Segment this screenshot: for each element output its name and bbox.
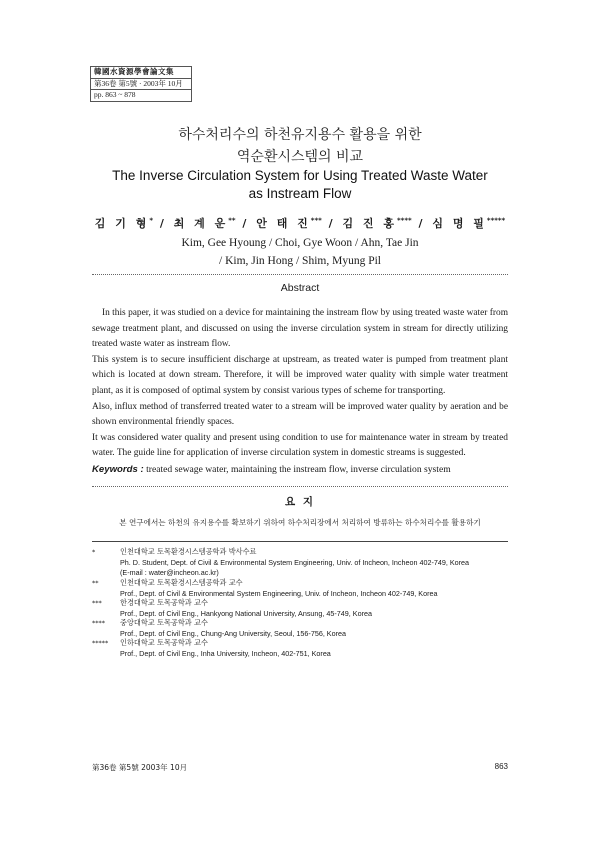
keywords	[92, 464, 508, 475]
abstract-paragraph: In this paper, it was studied on a device for maintaining the instream flow by using treated waste water from sewage treatment plant, and discussed on using the inverse circulation system in stream for directly utilizing treated waste water as instream flow.	[92, 308, 508, 350]
author-4: 김 진 홍****	[342, 216, 412, 230]
footnote-divider	[92, 541, 508, 542]
footnote-4: **** 중앙대학교 토목공학과 교수 Prof., Dept. of Civil Eng., Chung-Ang University, Seoul, 156-756, Korea	[92, 618, 346, 638]
abstract-paragraph: Also, influx method of transferred treated water to a stream will be improved water quality by aeration and be shown environmental friendly spaces.	[92, 401, 508, 428]
abstract-paragraph: It was considered water quality and present using condition to use for maintenance water in stream by treated water. The guide line for application of inverse circulation system in domestic streams is suggested.	[92, 432, 508, 459]
author-3: 안 태 진***	[256, 216, 322, 230]
footnote-1: * 인천대학교 토목환경시스템공학과 박사수료 Ph. D. Student, Dept. of Civil & Environmental System Engineering, Univ. of Incheon, Incheon 402-749, Korea (E-mail : water@incheon.ac.kr)	[92, 547, 470, 577]
footnote-3: *** 한경대학교 토목공학과 교수 Prof., Dept. of Civil Eng., Hankyong National University, Ansung, 45-749, Korea	[92, 598, 372, 618]
footnote-5: ***** 인하대학교 토목공학과 교수 Prof., Dept. of Civil Eng., Inha University, Incheon, 402-751, Korea	[92, 638, 331, 658]
author-2: 최 계 운**	[173, 216, 236, 230]
page-number: 863	[494, 762, 508, 771]
summary-heading: 요 지	[285, 496, 315, 508]
footnote-2: ** 인천대학교 토목환경시스템공학과 교수 Prof., Dept. of Civil & Environmental System Engineering, Univ. of Incheon, Incheon 402-749, Korea	[92, 578, 438, 598]
journal-volume: 第36卷 第5號 · 2003年 10月	[91, 79, 191, 91]
korean-title-line-2: 역순환시스템의 비교	[236, 149, 364, 165]
keywords-label: Keywords :	[92, 464, 144, 475]
author-1: 김 기 형*	[94, 216, 153, 230]
abstract-paragraph: This system is to secure insufficient discharge at upstream, as treated water is pumped from treatment plant which is located at down stream. Therefore, it will be improved water quality with simple water treatment plant, as it is composed of optimal system by consist various types of scheme for transporting.	[92, 354, 508, 396]
english-title-line-2: as Instream Flow	[248, 186, 352, 201]
journal-info-box	[90, 66, 192, 102]
divider-dotted	[92, 274, 508, 275]
summary-first-line: 본 연구에서는 하천의 유지용수를 확보하기 위하여 하수처리장에서 처리하여 방류하는 하수처리수를 활용하기	[119, 518, 481, 527]
author-5: 심 명 필*****	[432, 216, 506, 230]
english-authors-line-2: / Kim, Jin Hong / Shim, Myung Pil	[219, 255, 381, 267]
journal-pages: pp. 863 ~ 878	[94, 90, 136, 99]
footer-volume: 第36卷 第5號 2003年 10月	[92, 763, 188, 772]
english-authors-line-1: Kim, Gee Hyoung / Choi, Gye Woon / Ahn, Tae Jin	[181, 237, 419, 249]
korean-authors: 김 기 형* / 최 계 운** / 안 태 진*** / 김 진 홍**** / 심 명 필*****	[94, 216, 506, 230]
divider-dotted	[92, 486, 508, 487]
korean-title-line-1: 하수처리수의 하천유지용수 활용을 위한	[178, 127, 422, 143]
keywords-text: treated sewage water, maintaining the instream flow, inverse circulation system	[146, 464, 451, 475]
abstract-heading: Abstract	[280, 282, 320, 294]
english-title-line-1: The Inverse Circulation System for Using Treated Waste Water	[112, 168, 488, 183]
abstract-body	[92, 306, 508, 462]
journal-name: 韓國水資源學會論文集	[91, 67, 191, 79]
